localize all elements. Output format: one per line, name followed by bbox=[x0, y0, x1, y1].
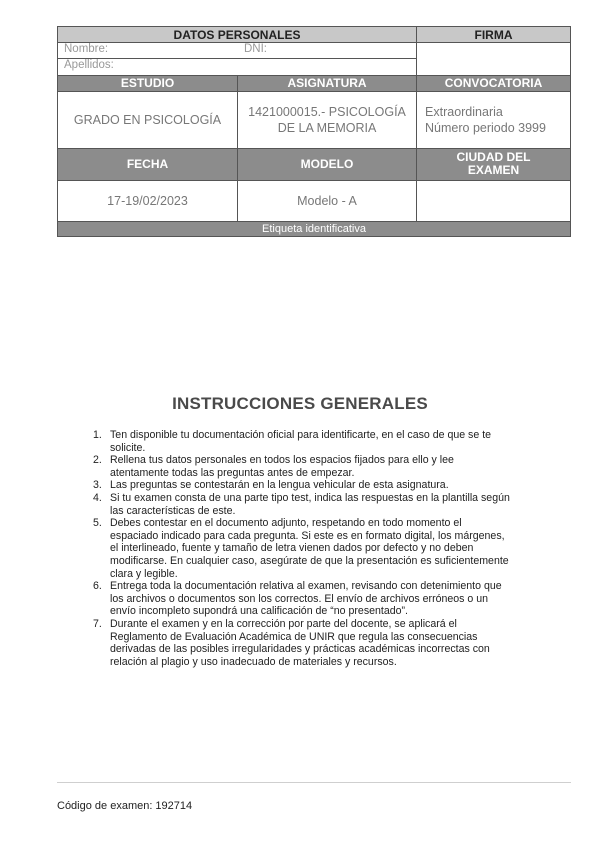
instruction-number: 2. bbox=[93, 454, 102, 467]
instruction-item bbox=[93, 429, 573, 454]
convocatoria-line2: Número periodo 3999 bbox=[425, 120, 546, 135]
ciudad-heading-line2: EXAMEN bbox=[467, 163, 520, 178]
instruction-number: 1. bbox=[93, 429, 102, 441]
apellidos-field[interactable] bbox=[58, 59, 417, 75]
asignatura-value-line1: 1421000015.- PSICOLOGÍA bbox=[248, 104, 406, 119]
instruction-line: Reglamento de Evaluación Académica de UNIR que regula las consecuencias bbox=[110, 630, 478, 643]
instruction-item bbox=[93, 492, 573, 517]
instruction-line: Las preguntas se contestarán en la lengua vehicular de esta asignatura. bbox=[110, 479, 449, 492]
asignatura-heading: ASIGNATURA bbox=[238, 75, 417, 91]
modelo-value: Modelo - A bbox=[238, 181, 417, 222]
ciudad-box[interactable] bbox=[417, 181, 571, 222]
datos-personales-heading: DATOS PERSONALES bbox=[58, 27, 417, 43]
instruction-line: el interlineado, fuente y tamaño de letra vienen dados por defecto y no deben bbox=[110, 542, 474, 555]
nombre-dni-field[interactable] bbox=[58, 43, 417, 59]
instructions-title: INSTRUCCIONES GENERALES bbox=[172, 394, 428, 413]
convocatoria-value bbox=[417, 91, 571, 148]
fecha-value: 17-19/02/2023 bbox=[58, 181, 238, 222]
instruction-item bbox=[93, 479, 573, 492]
etiqueta-identificativa: Etiqueta identificativa bbox=[58, 221, 571, 236]
instruction-item bbox=[93, 517, 573, 580]
fecha-heading: FECHA bbox=[58, 148, 238, 180]
dni-label: DNI: bbox=[244, 43, 267, 56]
ciudad-heading bbox=[417, 148, 571, 180]
instructions-list bbox=[93, 429, 573, 668]
instruction-line: espaciado indicado para cada pregunta. Si este es en formato digital, los márgenes, bbox=[110, 529, 505, 542]
estudio-value: GRADO EN PSICOLOGÍA bbox=[58, 91, 238, 148]
convocatoria-line1: Extraordinaria bbox=[425, 104, 503, 119]
instruction-line: Rellena tus datos personales en todos los espacios fijados para ello y lee bbox=[110, 454, 454, 467]
ciudad-heading-line1: CIUDAD DEL bbox=[456, 150, 531, 165]
exam-code-label: Código de examen: bbox=[57, 800, 153, 812]
convocatoria-heading: CONVOCATORIA bbox=[417, 75, 571, 91]
exam-code bbox=[57, 800, 195, 812]
instruction-line: Ten disponible tu documentación oficial para identificarte, en el caso de que se te bbox=[110, 429, 492, 441]
firma-heading: FIRMA bbox=[417, 27, 571, 43]
instruction-item bbox=[93, 454, 573, 479]
instruction-item bbox=[93, 618, 573, 668]
instruction-line: modificarse. En cualquier caso, asegúrate de que la presentación es suficientemente bbox=[110, 554, 509, 567]
instruction-number: 3. bbox=[93, 479, 102, 492]
estudio-heading: ESTUDIO bbox=[58, 75, 238, 91]
instruction-line: solicite. bbox=[110, 441, 146, 454]
exam-code-value: 192714 bbox=[155, 800, 193, 812]
instruction-line: los archivos o documentos son los correctos. El envío de archivos erróneos o un bbox=[110, 592, 489, 605]
instruction-line: envío incompleto supondrá una calificación de “no presentado”. bbox=[110, 605, 408, 618]
instruction-line: Durante el examen y en la corrección por parte del docente, se aplicará el bbox=[110, 617, 457, 630]
instruction-line: atentamente todas las preguntas antes de empezar. bbox=[110, 466, 355, 479]
instruction-number: 7. bbox=[93, 617, 102, 630]
asignatura-value bbox=[238, 91, 417, 148]
nombre-label: Nombre: bbox=[64, 43, 109, 56]
asignatura-value-line2: DE LA MEMORIA bbox=[277, 120, 377, 135]
instruction-item bbox=[93, 580, 573, 618]
instruction-line: Debes contestar en el documento adjunto, respetando en todo momento el bbox=[110, 517, 462, 530]
instruction-number: 5. bbox=[93, 517, 102, 530]
instruction-line: relación al plagio y uso inadecuado de materiales y recursos. bbox=[110, 655, 397, 668]
instruction-number: 6. bbox=[93, 580, 102, 593]
modelo-heading: MODELO bbox=[238, 148, 417, 180]
footer-divider bbox=[57, 782, 571, 783]
apellidos-label: Apellidos: bbox=[64, 59, 114, 72]
instruction-line: Entrega toda la documentación relativa al examen, revisando con detenimiento que bbox=[110, 580, 502, 593]
instruction-line: las características de este. bbox=[110, 504, 236, 517]
instruction-line: clara y legible. bbox=[110, 567, 178, 580]
exam-header-table bbox=[57, 26, 571, 237]
instruction-line: derivadas de las posibles irregularidades y prácticas académicas incorrectas con bbox=[110, 643, 490, 656]
firma-box[interactable] bbox=[417, 43, 571, 75]
instruction-line: Si tu examen consta de una parte tipo test, indica las respuestas en la plantilla según bbox=[110, 491, 510, 504]
instruction-number: 4. bbox=[93, 491, 102, 504]
